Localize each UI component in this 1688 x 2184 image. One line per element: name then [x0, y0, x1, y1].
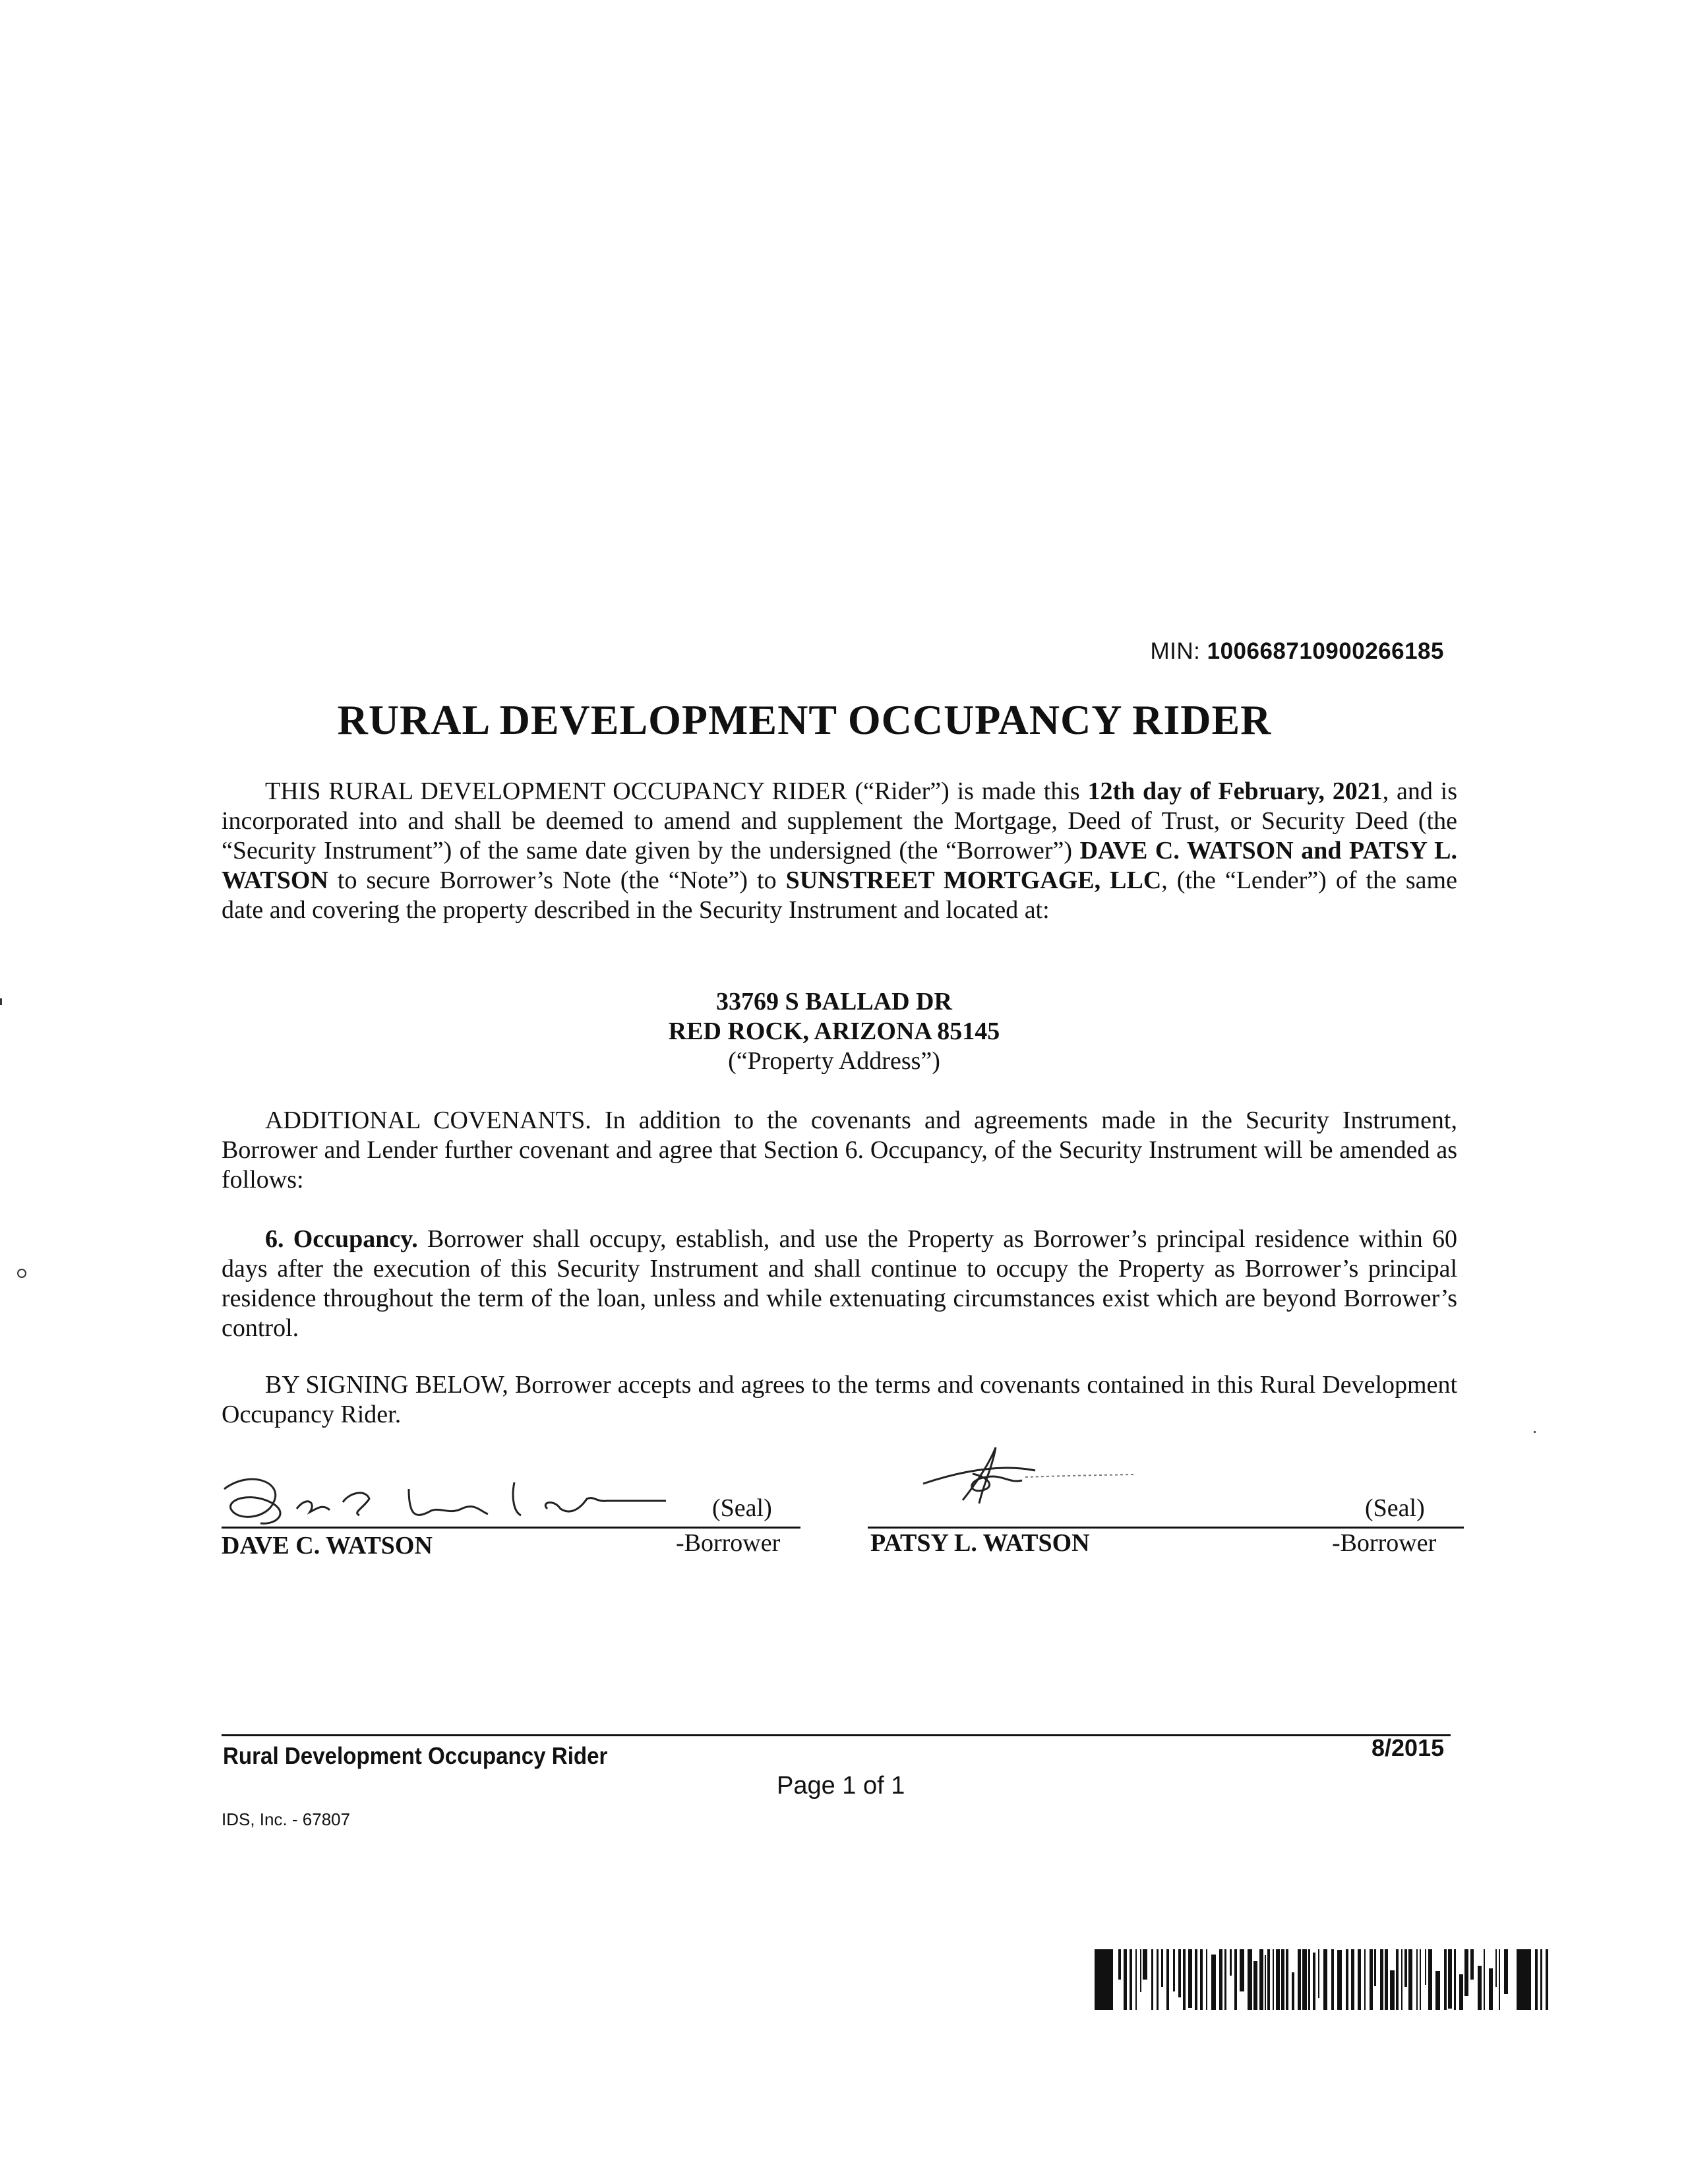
- footer-form-title: Rural Development Occupancy Rider: [223, 1742, 608, 1769]
- property-city-state-zip: RED ROCK, ARIZONA 85145: [668, 1017, 1000, 1045]
- property-address: [0, 987, 1678, 1076]
- intro-text-2: , and is incorporated into and shall be deemed to amend and supplement the Mortgage, Deed of Trust, or Security Deed (the “Security Instrument”) of the same date given by the undersigned (the “Borrower”): [222, 777, 1457, 864]
- occupancy-text: Borrower shall occupy, establish, and use the Property as Borrower’s principal residence within 60 days after the execution of this Security Instrument and shall continue to occupy the Property as Borrower’s principal residence throughout the term of the loan, unless and while extenuating circumstances exist which are beyond Borrower’s control.: [222, 1225, 1457, 1342]
- signing-paragraph: [222, 1370, 1457, 1430]
- signing-text: BY SIGNING BELOW, Borrower accepts and agrees to the terms and covenants contained in this Rural Development Occupancy Rider.: [222, 1371, 1457, 1428]
- property-street: 33769 S BALLAD DR: [716, 988, 952, 1016]
- footer-page-number: Page 1 of 1: [777, 1772, 905, 1800]
- min-number-line: [1150, 638, 1444, 665]
- footer-rule: [222, 1734, 1451, 1736]
- borrower-role-1: -Borrower: [676, 1529, 781, 1557]
- intro-paragraph: [222, 777, 1457, 925]
- additional-covenants-paragraph: [222, 1106, 1457, 1195]
- scan-mark: [0, 998, 2, 1005]
- intro-text-4: , (the “Lender”) of the same date and covering the property described in the Security Instrument and located at:: [222, 866, 1457, 924]
- footer-ids-code: IDS, Inc. - 67807: [222, 1809, 351, 1829]
- seal-label-2: (Seal): [1365, 1494, 1425, 1522]
- borrower-name-1: DAVE C. WATSON: [222, 1532, 433, 1560]
- intro-text-3: to secure Borrower’s Note (the “Note”) to: [328, 866, 786, 894]
- borrower-names: DAVE C. WATSON and PATSY L. WATSON: [222, 837, 1457, 894]
- property-address-label: (“Property Address”): [728, 1047, 940, 1075]
- signature-dave-watson: [211, 1463, 686, 1542]
- scan-speck: [1534, 1431, 1536, 1433]
- footer-version: 8/2015: [1372, 1734, 1445, 1761]
- min-number: 100668710900266185: [1207, 638, 1444, 664]
- occupancy-paragraph: [222, 1225, 1457, 1343]
- rider-date: 12th day of February, 2021: [1087, 777, 1383, 805]
- intro-text-1: THIS RURAL DEVELOPMENT OCCUPANCY RIDER (“Rider”) is made this: [265, 777, 1088, 805]
- document-title: RURAL DEVELOPMENT OCCUPANCY RIDER: [337, 696, 1272, 743]
- covenants-text: ADDITIONAL COVENANTS. In addition to the covenants and agreements made in the Security Instrument, Borrower and Lender further covenant and agree that Section 6. Occupancy, of the Security Instrument will be amended as follows:: [222, 1107, 1457, 1194]
- borrower-name-2: PATSY L. WATSON: [870, 1529, 1090, 1557]
- min-label: MIN:: [1150, 638, 1201, 664]
- signature-patsy-watson: [910, 1438, 1174, 1517]
- borrower-role-2: -Borrower: [1332, 1529, 1437, 1557]
- seal-label-1: (Seal): [712, 1494, 772, 1522]
- lender-name: SUNSTREET MORTGAGE, LLC: [785, 866, 1162, 894]
- occupancy-heading: 6. Occupancy.: [265, 1225, 418, 1253]
- scan-hole-mark: [17, 1269, 26, 1278]
- barcode-image: [1095, 1949, 1550, 2010]
